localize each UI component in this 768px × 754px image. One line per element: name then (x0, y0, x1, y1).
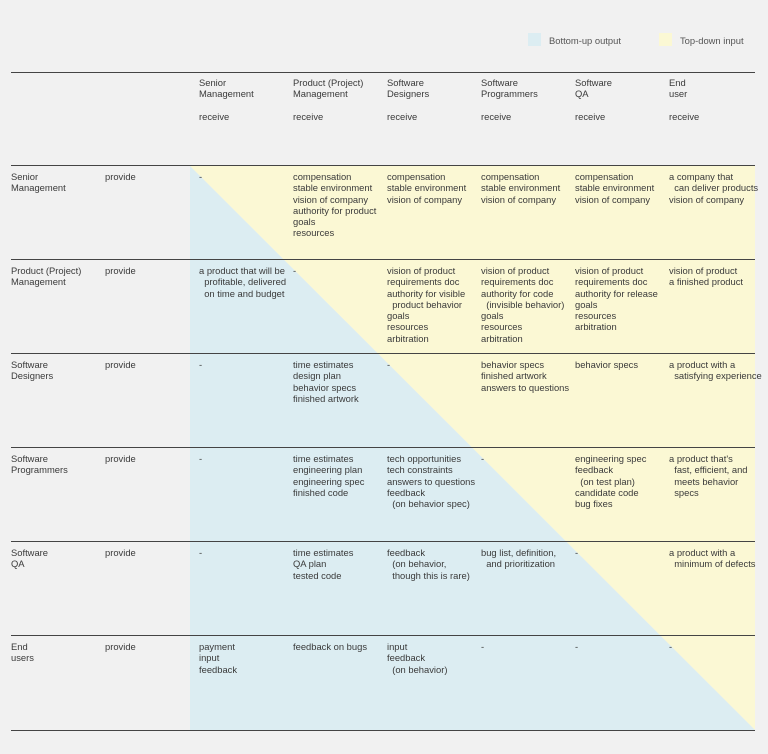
row-divider (11, 165, 755, 166)
matrix-cell (669, 359, 762, 382)
matrix-cell-line: stable environment (481, 182, 561, 194)
matrix-cell (387, 359, 390, 370)
matrix-cell-line: goals (481, 310, 504, 322)
matrix-cell-line: a product with a (669, 359, 736, 370)
column-header (669, 77, 687, 100)
matrix-cell-line: finished artwork (293, 392, 359, 404)
matrix-cell-line: - (293, 265, 297, 276)
matrix-cell-line: engineering spec (575, 453, 647, 464)
matrix-cell (481, 453, 484, 464)
matrix-cell-line: vision of company (669, 193, 745, 205)
matrix-cell-line: engineering spec (293, 475, 365, 487)
matrix-cell-line: QA plan (293, 558, 327, 570)
matrix-cell-line: profitable, delivered (199, 276, 287, 288)
matrix-cell-line: goals (293, 216, 316, 228)
matrix-cell-line: resources (293, 227, 335, 239)
matrix-cell (293, 359, 359, 404)
matrix-cell-line: feedback (387, 486, 426, 498)
matrix-cell (199, 265, 286, 299)
matrix-cell-line: answers to questions (387, 475, 476, 487)
matrix-cell-line: (on behavior spec) (387, 498, 470, 510)
matrix-cell-line: bug fixes (575, 498, 613, 510)
matrix-cell-line: vision of company (575, 193, 651, 205)
matrix-cell-line: vision of company (481, 193, 557, 205)
matrix-cell-line: - (481, 641, 485, 652)
matrix-cell-line: candidate code (575, 486, 639, 498)
matrix-cell (387, 547, 470, 581)
column-header (293, 77, 363, 100)
column-header (199, 77, 254, 100)
matrix-cell-line: payment (199, 641, 235, 652)
matrix-cell-line: on time and budget (199, 287, 285, 299)
row-header-line: Programmers (11, 464, 68, 476)
matrix-cell-line: (on behavior) (387, 663, 448, 675)
row-header-line: users (11, 652, 34, 664)
matrix-cell (293, 547, 353, 581)
column-header-line: QA (575, 88, 589, 100)
matrix-cell-line: behavior specs (575, 359, 639, 370)
matrix-cell-line: (on test plan) (575, 475, 635, 487)
matrix-cell (293, 265, 296, 276)
matrix-cell-line: time estimates (293, 453, 354, 464)
matrix-cell (481, 171, 560, 205)
column-header (481, 77, 538, 100)
matrix-cell-line: - (387, 359, 391, 370)
matrix-cell-line: arbitration (575, 321, 617, 333)
column-header-line: Software (575, 77, 612, 88)
matrix-cell-line: authority for code (481, 287, 554, 299)
matrix-cell (199, 359, 202, 370)
matrix-cell-line: a product that will be (199, 265, 285, 276)
column-header-line: Software (387, 77, 424, 88)
matrix-cell-line: product behavior (387, 298, 463, 310)
matrix-cell-line: a product with a (669, 547, 736, 558)
matrix-cell-line: compensation (575, 171, 634, 182)
matrix-cell-line: compensation (481, 171, 540, 182)
matrix-cell-line: arbitration (481, 332, 523, 344)
matrix-cell-line: tech opportunities (387, 453, 462, 464)
matrix-cell (575, 265, 658, 333)
matrix-cell-line: vision of company (387, 193, 463, 205)
row-header-line: QA (11, 558, 25, 570)
matrix-cell-line: time estimates (293, 359, 354, 370)
matrix-cell (387, 171, 466, 205)
column-receive-label: receive (293, 111, 324, 122)
row-divider (11, 447, 755, 448)
matrix-cell-line: feedback (387, 547, 426, 558)
matrix-cell-line: arbitration (387, 332, 429, 344)
row-header (11, 359, 53, 382)
matrix-cell-line: vision of product (669, 265, 738, 276)
matrix-cell-line: fast, efficient, and (669, 464, 748, 476)
row-header (11, 171, 66, 194)
matrix-cell-line: input (387, 641, 408, 652)
matrix-cell (575, 547, 578, 558)
matrix-cell-line: (on behavior, (387, 558, 447, 570)
matrix-cell (575, 453, 646, 509)
matrix-cell (669, 453, 748, 498)
matrix-cell (293, 171, 376, 239)
row-header-line: Software (11, 547, 48, 558)
matrix-cell (481, 359, 569, 393)
matrix-cell-line: tech constraints (387, 464, 453, 476)
matrix-cell-line: resources (575, 310, 617, 322)
matrix-cell-line: input (199, 652, 220, 664)
row-divider (11, 635, 755, 636)
column-header-line: End (669, 77, 686, 88)
matrix-cell (387, 265, 465, 344)
matrix-cell-line: authority for release (575, 287, 658, 299)
matrix-cell-line: specs (669, 486, 699, 498)
column-header (575, 77, 612, 100)
matrix-cell (669, 171, 758, 205)
matrix-cell-line: vision of product (387, 265, 456, 276)
matrix-cell-line: resources (387, 321, 429, 333)
matrix-cell-line: authority for visible (387, 287, 466, 299)
matrix-cell-line: - (199, 171, 203, 182)
row-divider (11, 353, 755, 354)
column-header-line: Designers (387, 88, 430, 100)
matrix-cell-line: vision of product (481, 265, 550, 276)
column-header-line: Programmers (481, 88, 538, 100)
matrix-cell-line: feedback (575, 464, 614, 476)
matrix-cell (481, 547, 556, 570)
matrix-cell-line: finished artwork (481, 370, 547, 382)
row-provide-label: provide (105, 547, 136, 558)
column-receive-label: receive (199, 111, 230, 122)
matrix-cell-line: finished code (293, 486, 349, 498)
matrix-cell-line: - (575, 641, 579, 652)
matrix-cell-line: behavior specs (293, 381, 357, 393)
row-provide-label: provide (105, 171, 136, 182)
matrix-cell-line: compensation (387, 171, 446, 182)
matrix-cell-line: answers to questions (481, 381, 570, 393)
matrix-cell-line: - (199, 547, 203, 558)
column-receive-label: receive (481, 111, 512, 122)
matrix-cell-line: - (575, 547, 579, 558)
matrix-cell-line: requirements doc (575, 276, 648, 288)
matrix-cell (481, 265, 564, 344)
matrix-cell-line: - (481, 453, 485, 464)
top-down-swatch (659, 33, 672, 46)
matrix-cell-line: tested code (293, 569, 342, 581)
matrix-cell (669, 547, 756, 570)
matrix-cell-line: can deliver products (669, 182, 759, 194)
matrix-cell-line: design plan (293, 370, 341, 382)
row-header-line: Management (11, 276, 66, 288)
matrix-cell-line: authority for product (293, 204, 377, 216)
column-receive-label: receive (575, 111, 606, 122)
row-header (11, 547, 48, 570)
matrix-cell-line: resources (481, 321, 523, 333)
row-header-line: Software (11, 359, 48, 370)
matrix-cell-line: goals (575, 298, 598, 310)
row-header-line: Senior (11, 171, 39, 182)
row-provide-label: provide (105, 453, 136, 464)
matrix-cell-line: and prioritization (481, 558, 555, 570)
column-header-line: user (669, 88, 688, 100)
column-header (387, 77, 429, 100)
matrix-cell-line: vision of company (293, 193, 369, 205)
matrix-cell (199, 171, 202, 182)
row-header-line: Designers (11, 370, 54, 382)
matrix-cell-line: bug list, definition, (481, 547, 557, 558)
matrix-cell-line: feedback on bugs (293, 641, 368, 652)
matrix-cell-line: stable environment (575, 182, 655, 194)
matrix-cell-line: satisfying experience (669, 370, 762, 382)
column-receive-label: receive (669, 111, 700, 122)
matrix-cell-line: a finished product (669, 276, 744, 288)
bottom-up-swatch (528, 33, 541, 46)
bottom-up-legend-label: Bottom-up output (549, 35, 621, 46)
matrix-cell-line: requirements doc (481, 276, 554, 288)
top-down-legend-label: Top-down input (680, 35, 744, 46)
matrix-cell-line: goals (387, 310, 410, 322)
matrix-cell (387, 453, 475, 509)
matrix-cell-line: meets behavior (669, 475, 739, 487)
matrix-cell (293, 453, 364, 498)
matrix-cell-line: stable environment (293, 182, 373, 194)
row-divider (11, 541, 755, 542)
matrix-cell (387, 641, 447, 675)
matrix-cell-line: a product that's (669, 453, 733, 464)
row-header-line: Management (11, 182, 66, 194)
matrix-cell-line: vision of product (575, 265, 644, 276)
row-provide-label: provide (105, 641, 136, 652)
row-provide-label: provide (105, 265, 136, 276)
row-header (11, 641, 34, 664)
matrix-cell-line: requirements doc (387, 276, 460, 288)
column-header-line: Software (481, 77, 518, 88)
matrix-cell-line: behavior specs (481, 359, 545, 370)
column-header-line: Product (Project) (293, 77, 364, 88)
matrix-cell-line: feedback (199, 663, 238, 675)
matrix-cell-line: stable environment (387, 182, 467, 194)
table-top-rule (11, 72, 755, 73)
matrix-cell (575, 641, 578, 652)
matrix-cell-line: time estimates (293, 547, 354, 558)
row-provide-label: provide (105, 359, 136, 370)
row-divider (11, 259, 755, 260)
row-header-line: End (11, 641, 28, 652)
matrix-cell (669, 641, 672, 652)
column-header-line: Management (293, 88, 348, 100)
row-header (11, 453, 68, 476)
matrix-cell (575, 171, 654, 205)
matrix-cell-line: compensation (293, 171, 352, 182)
matrix-cell-line: - (199, 453, 203, 464)
matrix-cell (481, 641, 484, 652)
matrix-cell-line: minimum of defects (669, 558, 756, 570)
matrix-cell (199, 641, 237, 675)
column-header-line: Management (199, 88, 254, 100)
matrix-cell (293, 641, 367, 652)
table-bottom-rule (11, 730, 755, 731)
matrix-cell (199, 547, 202, 558)
matrix-cell (575, 359, 638, 370)
row-header-line: Product (Project) (11, 265, 82, 276)
matrix-cell (669, 265, 743, 288)
column-header-line: Senior (199, 77, 227, 88)
matrix-cell-line: engineering plan (293, 464, 363, 476)
matrix-cell-line: a company that (669, 171, 734, 182)
matrix-cell (199, 453, 202, 464)
matrix-cell-line: though this is rare) (387, 569, 470, 581)
matrix-cell-line: feedback (387, 652, 426, 664)
row-header-line: Software (11, 453, 48, 464)
row-header (11, 265, 81, 288)
column-receive-label: receive (387, 111, 418, 122)
matrix-cell-line: - (669, 641, 673, 652)
matrix-cell-line: - (199, 359, 203, 370)
matrix-cell-line: (invisible behavior) (481, 298, 565, 310)
